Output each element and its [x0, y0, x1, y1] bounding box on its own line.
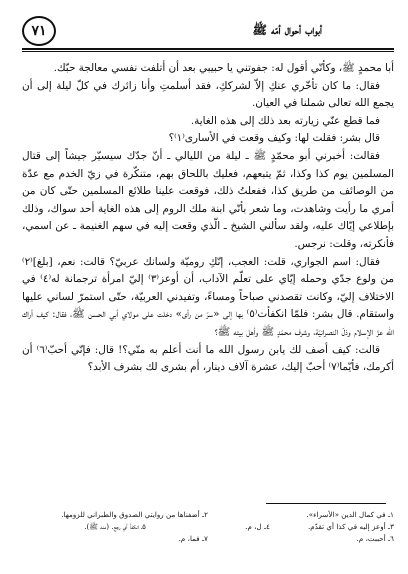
footnote: ٧ـ فما، م. [178, 534, 208, 543]
header-rule-thin [22, 51, 394, 52]
footnote-row [22, 533, 394, 545]
footnote: ٥ـ انكفأ أي رجع. (منه ﷺ). [84, 522, 146, 531]
footnote: ٤ـ ل، م. [245, 522, 270, 531]
paragraph: أبا محمدٍ ﷺ، وكأنّي أقول له: جفوتني يا حبيبي بعد أن أتلفت نفسي معالجة حبّك. [53, 62, 394, 74]
page-header [22, 14, 394, 48]
paragraph: قالت: كيف أصف لك يابن رسول الله ما أنت أعلم به منّي؟! قال: فإنّي أحبّ⁽٦⁾ أن أكرمك، فأيّما⁽٧⁾ أحبّ إليك، عشرة آلاف دينار، أم بشرى لك بشرف الأبد؟ [22, 343, 394, 374]
footnotes [22, 509, 394, 545]
paragraph: فقال: ما كان تأخّري عنكِ إلاّ لشرككِ، فقد أسلمتِ وأنا زائرك في كلّ ليلة إلى أن يجمع الله تعالى شملنا في العيان. [22, 79, 394, 110]
header-rule [22, 48, 394, 50]
page-number-badge [22, 16, 56, 46]
footnote-row [22, 521, 394, 533]
page-number: ٧١ [31, 23, 47, 39]
footnote-row [22, 509, 394, 521]
footnote: ٢ـ أضفناها من روايتي الصدوق والطبراني للزومها. [61, 510, 208, 519]
paragraph: فما قطع عنّي زيارته بعد ذلك إلى هذه الغاية. [190, 114, 380, 127]
paragraph: فقال: اسم الجواري، قلت: العجب، إنّكِ روميّة ولسانك عربيّ؟ قالت: نعم، [بلغ]⁽٢⁾ من ولوع جدّي وحمله إيّاي على تعلّم الآداب، أن أوعز⁽٣⁾ إليّ امرأة ترجمانة له⁽٤⁾ في الاختلاف إليّ، وكانت تقصدني صباحاً ومساءً، وتفيدني العربيّة، حتّى استمرّ لساني عليها واستقام. قال بشر: فلمّا انكفأت⁽٥⁾ بها إلى «سرّ من رأى» دخلت على مولاي أبي الحسن ﷺ، فقال: كيف أراك الله عزّ الإسلام وذلّ النصرانيّة، وشرف محمّدٍ ﷺ وأهل بيته ﷺ؟ [22, 255, 394, 338]
paragraph: فقالت: أخبرني أبو محمّدٍ ﷺ ـ ليلة من الليالي ـ أنّ جدّك سيسيّر جيشاً إلى قتال المسلمين يوم كذا وكذا، ثمّ يتبعهم، فعليك باللحاق بهم، متنكّرة في زيّ الخدم مع عدّة من الوصائف من طريق كذا، ففعلتُ ذلك، فوقعت علينا طلائع المسلمين حتّى كان من أمري ما رأيت وشاهدت، وما شعر بأنّي ابنة ملك الروم إلى هذه الغاية أحد سواك، وذلك بإطلاعي إيّاك عليه، ولقد سألني الشيخ ـ الّذي وقعت إليه في سهم الغنيمة ـ عن اسمي، فأنكرته، وقلت: نرجس. [22, 149, 394, 250]
footnote: ٦ـ أحببت، م. [356, 534, 394, 543]
body-text [22, 60, 394, 377]
footnote: ٣ـ أوعز إليه في كذا أي تقدّم. [307, 522, 394, 531]
footnote-rule [266, 503, 386, 504]
running-title: أبواب أحوال أمّه ﷺ [252, 22, 322, 37]
footnote: ١ـ في كمال الدين «الأسراء». [306, 510, 394, 519]
paragraph: قال بشر: فقلت لها: وكيف وقعت في الأسارى⁽١⁾؟ [168, 132, 380, 145]
